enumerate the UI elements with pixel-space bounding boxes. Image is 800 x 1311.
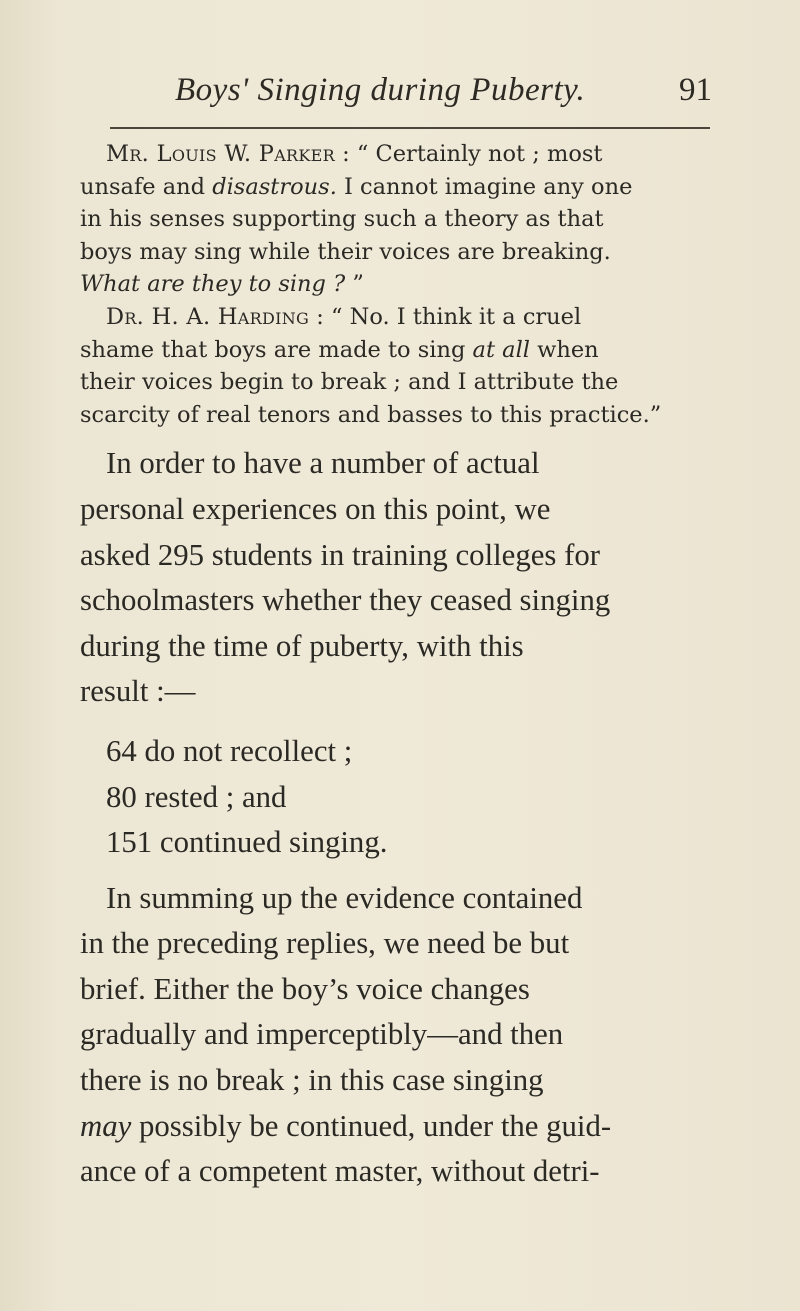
- text-line: their voices begin to break ; and I attribute the: [80, 369, 619, 396]
- harding-quote: [80, 301, 712, 431]
- running-head: [100, 72, 720, 120]
- text-line: [80, 268, 712, 301]
- speaker-name: Mr. Louis W. Parker: [106, 141, 335, 167]
- text-line: scarcity of real tenors and basses to this practice.”: [80, 401, 662, 428]
- text-span: : “ No. I think it a cruel: [316, 303, 582, 330]
- italic-span: What are they to sing ?: [80, 271, 346, 298]
- parker-quote: [80, 138, 712, 301]
- text-span: shame that boys are made to sing: [80, 336, 473, 363]
- text-span: unsafe and: [80, 173, 213, 200]
- text-line: In order to have a number of actual: [106, 446, 540, 481]
- running-title: Boys' Singing during Puberty.: [175, 72, 586, 108]
- text-line: In summing up the evidence contained: [106, 880, 583, 915]
- text-span: ”: [345, 271, 364, 298]
- italic-span: at all: [472, 336, 530, 363]
- page-number: 91: [679, 72, 712, 108]
- text-line: result :—: [80, 674, 196, 709]
- text-span: : “ Certainly not ; most: [342, 141, 603, 167]
- text-line: [80, 171, 712, 204]
- speaker-name: Dr. H. A. Harding: [106, 303, 310, 330]
- text-line: [80, 334, 712, 367]
- header-rule: [110, 127, 710, 129]
- text-line: schoolmasters whether they ceased singing: [80, 583, 611, 618]
- text-span: I cannot imagine any one: [336, 173, 633, 200]
- list-item: 64 do not recollect ;: [106, 733, 353, 768]
- text-line: personal experiences on this point, we: [80, 491, 551, 526]
- summary-paragraph: [80, 876, 712, 1195]
- italic-span: may: [80, 1108, 132, 1143]
- body-text: [80, 138, 712, 1195]
- italic-span: disastrous.: [212, 173, 337, 200]
- results-list: [80, 729, 712, 866]
- text-span: when: [529, 336, 599, 363]
- text-line: asked 295 students in training colleges for: [80, 537, 601, 572]
- text-line: [80, 138, 712, 171]
- text-line: gradually and imperceptibly—and then: [80, 1017, 564, 1052]
- survey-paragraph: [80, 441, 712, 715]
- list-item: 151 continued singing.: [106, 825, 388, 860]
- text-line: in his senses supporting such a theory as that: [80, 206, 604, 233]
- text-line: brief. Either the boy’s voice changes: [80, 971, 530, 1006]
- text-line: ance of a competent master, without detri-: [80, 1154, 600, 1189]
- text-line: [80, 301, 712, 334]
- list-item: 80 rested ; and: [106, 779, 287, 814]
- text-line: during the time of puberty, with this: [80, 628, 524, 663]
- text-line: in the preceding replies, we need be but: [80, 926, 570, 961]
- text-line: boys may sing while their voices are breaking.: [80, 238, 611, 265]
- text-line: there is no break ; in this case singing: [80, 1063, 544, 1098]
- text-line: [80, 1104, 712, 1150]
- text-span: possibly be continued, under the guid-: [131, 1108, 612, 1143]
